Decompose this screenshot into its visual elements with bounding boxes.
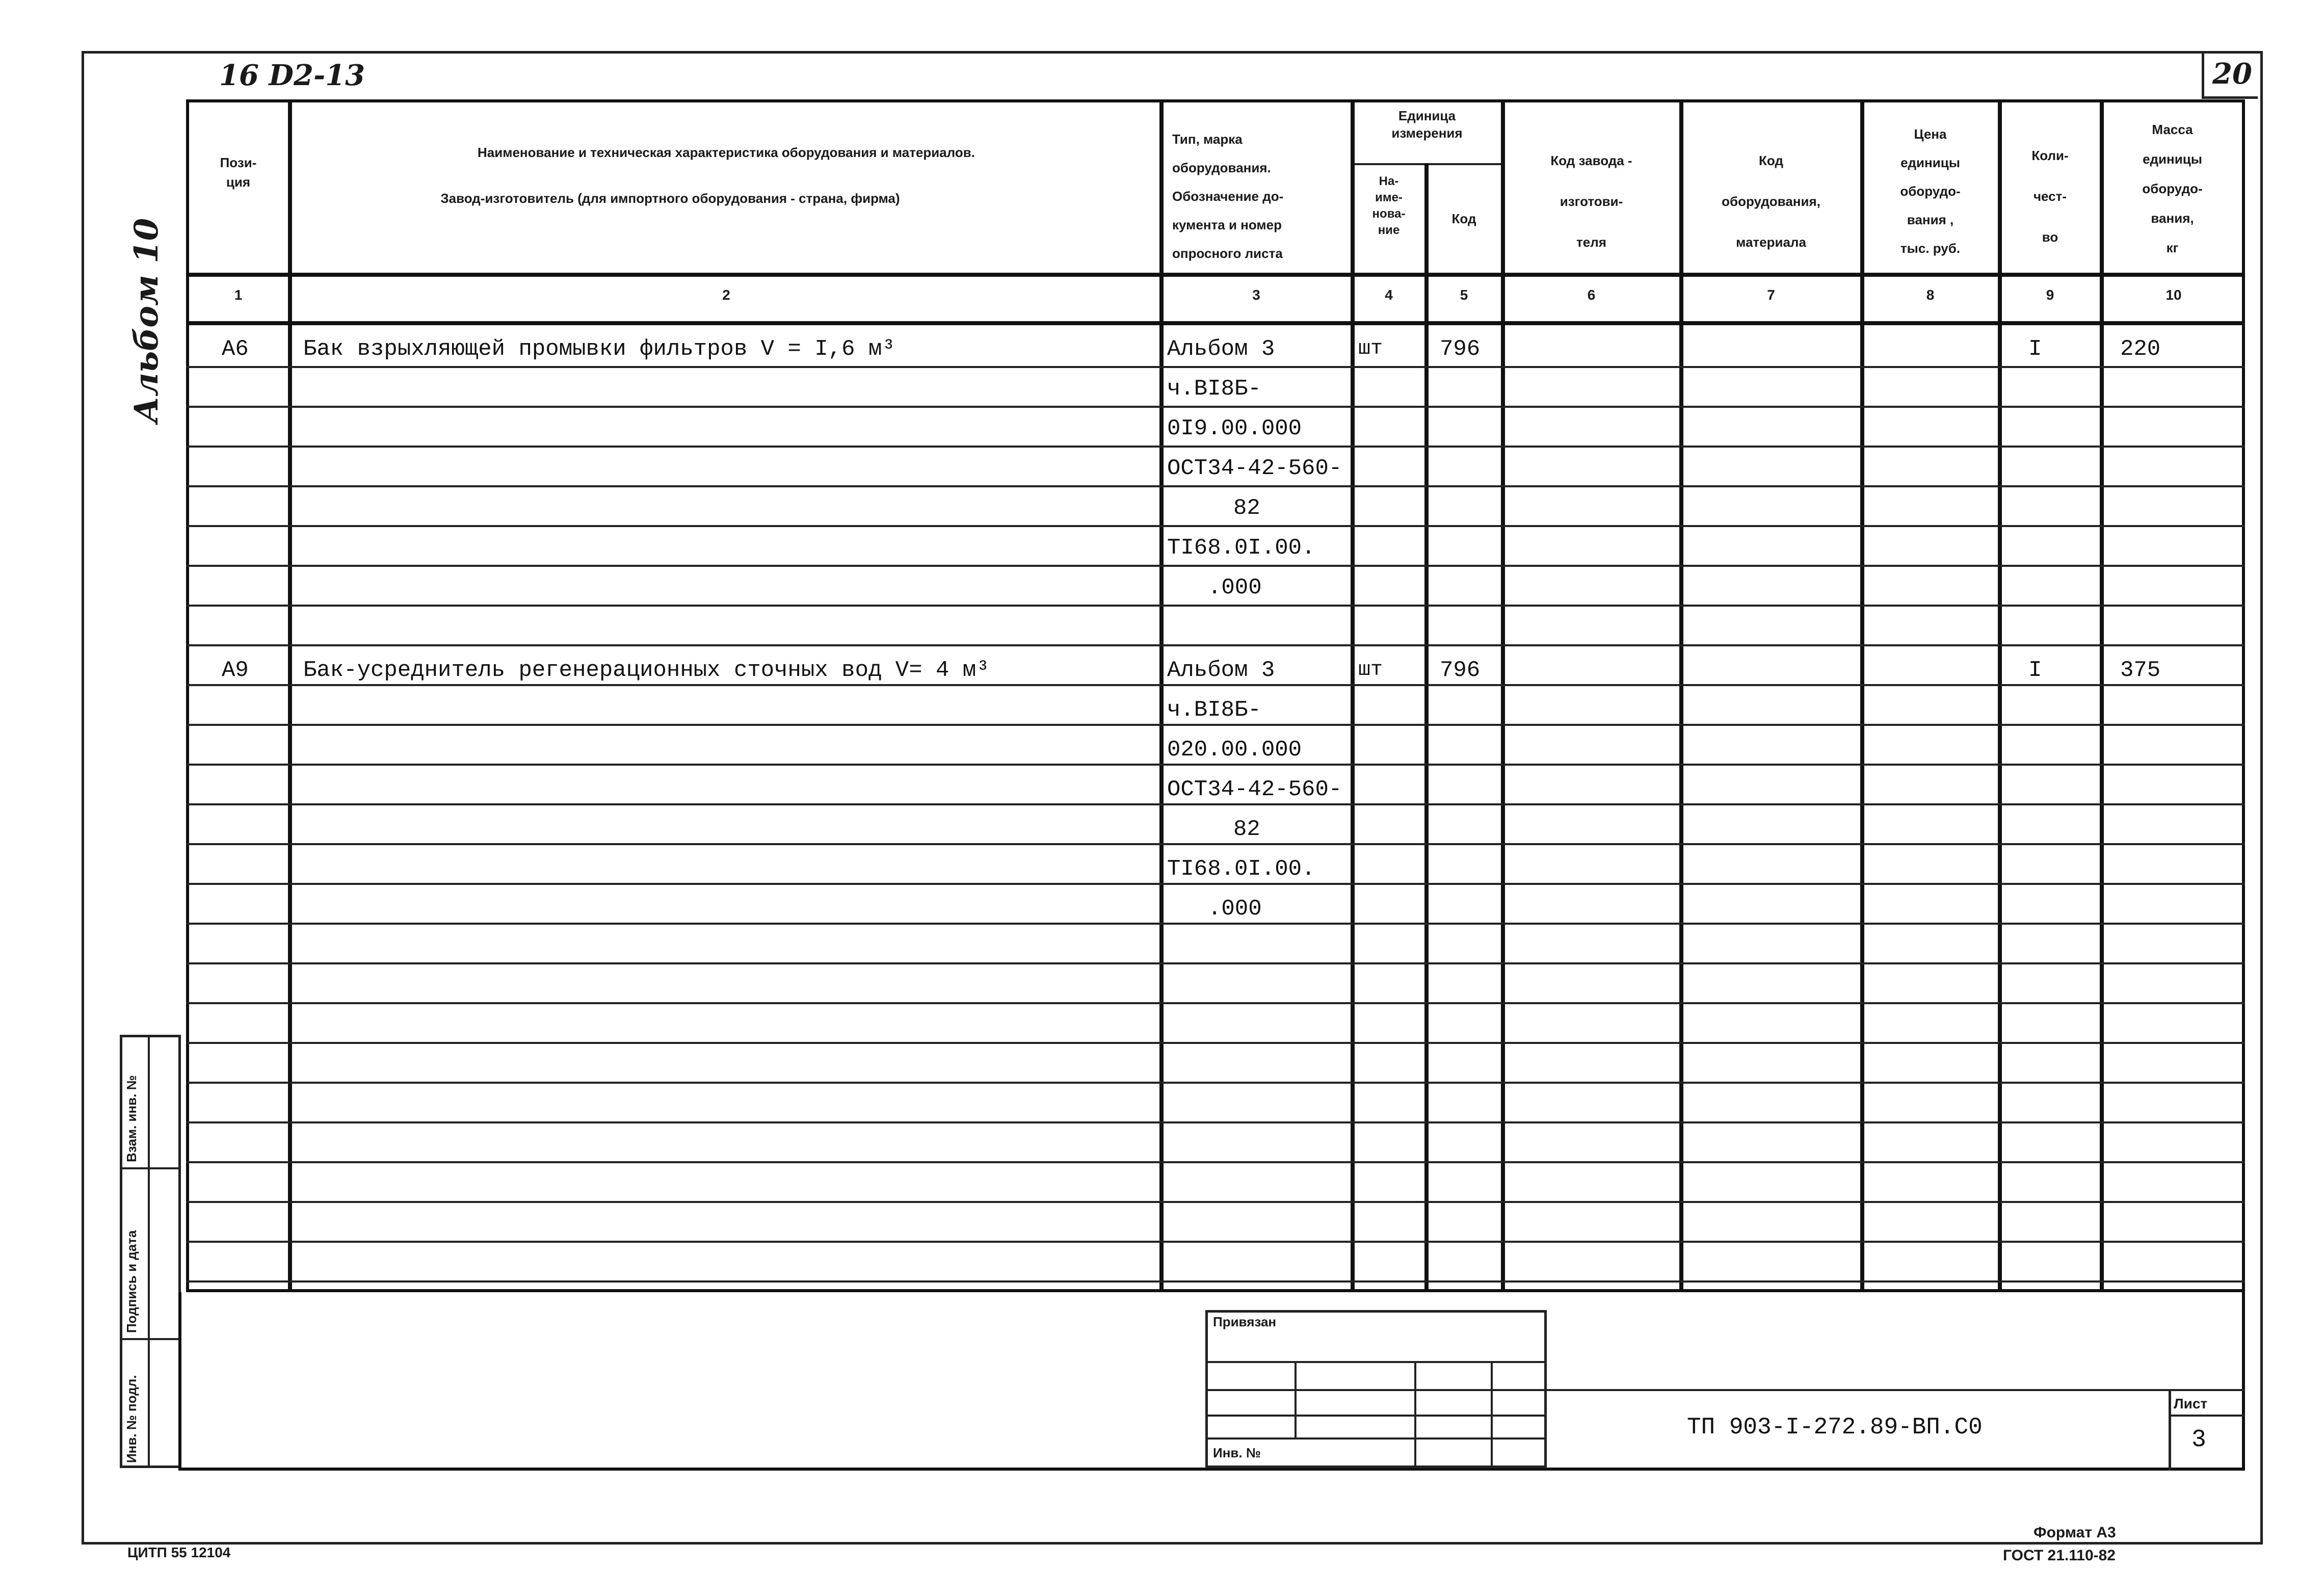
table-row-line bbox=[186, 724, 2245, 726]
column-number: 2 bbox=[722, 287, 730, 303]
item-type-line: ТI68.0I.00. bbox=[1167, 856, 1315, 882]
column-number: 8 bbox=[1926, 287, 1935, 303]
header-equipment-code: Код оборудования, материала bbox=[1722, 153, 1820, 250]
column-number: 7 bbox=[1767, 287, 1775, 303]
item-position: А9 bbox=[222, 658, 249, 683]
table-row-line bbox=[186, 446, 2245, 448]
header-type: Тип, марка оборудования. Обозначение до- кумента и номер опросного листа bbox=[1172, 132, 1284, 261]
item-unit-code: 796 bbox=[1440, 336, 1481, 362]
item-name: Бак взрыхляющей промывки фильтров V = I,6 м³ bbox=[303, 336, 895, 362]
item-type-line: 020.00.000 bbox=[1167, 737, 1302, 763]
column-number: 6 bbox=[1587, 287, 1596, 303]
item-type-line: ТI68.0I.00. bbox=[1167, 535, 1315, 561]
column-number: 9 bbox=[2046, 287, 2054, 303]
item-mass: 375 bbox=[2120, 658, 2161, 683]
privyazan-label: Привязан bbox=[1213, 1314, 1277, 1329]
table-row-line bbox=[186, 644, 2245, 646]
footer-format: Формат А3 bbox=[2034, 1524, 2116, 1541]
inv-no-label: Инв. № bbox=[1213, 1445, 1261, 1460]
side-podpis: Подпись и дата bbox=[124, 1230, 139, 1333]
table-row-line bbox=[186, 1161, 2245, 1163]
item-type-line: Альбом 3 bbox=[1167, 658, 1275, 683]
footer-gost: ГОСТ 21.110-82 bbox=[2003, 1547, 2116, 1564]
header-name-line2: Завод-изготовитель (для импортного оборудования - страна, фирма) bbox=[440, 191, 900, 206]
sheet-label: Лист bbox=[2174, 1396, 2208, 1411]
table-row-line bbox=[186, 923, 2245, 925]
header-price: Цена единицы оборудо- вания , тыс. руб. bbox=[1900, 126, 1961, 256]
table-row-line bbox=[186, 485, 2245, 487]
item-type-line: 0I9.00.000 bbox=[1167, 416, 1302, 441]
item-type-line: 82 bbox=[1233, 817, 1260, 842]
item-type-line: ОСТ34-42-560- bbox=[1167, 777, 1342, 802]
table-row-line bbox=[186, 1042, 2245, 1044]
item-quantity: I bbox=[2028, 658, 2042, 683]
column-number: 5 bbox=[1460, 287, 1468, 303]
header-position: Пози- ция bbox=[220, 155, 257, 190]
column-number: 4 bbox=[1385, 287, 1393, 303]
page-number-top: 20 bbox=[2212, 57, 2252, 91]
album-side-label: Альбом 10 bbox=[127, 218, 166, 423]
specification-table bbox=[186, 99, 2245, 1292]
table-row-line bbox=[186, 843, 2245, 845]
table-row-line bbox=[186, 764, 2245, 766]
side-inv-podl: Инв. № подл. bbox=[124, 1375, 139, 1463]
column-number: 3 bbox=[1252, 287, 1260, 303]
item-unit-name: шт bbox=[1358, 337, 1383, 360]
item-unit-code: 796 bbox=[1440, 658, 1481, 683]
footer-left: ЦИТП 55 12104 bbox=[127, 1545, 231, 1560]
table-row-line bbox=[186, 684, 2245, 686]
header-quantity: Коли- чест- во bbox=[2031, 148, 2069, 245]
doc-code-handwritten: 16 D2-13 bbox=[219, 59, 365, 92]
header-mass: Масса единицы оборудо- вания, кг bbox=[2142, 122, 2203, 255]
table-row-line bbox=[186, 525, 2245, 527]
item-type-line: .000 bbox=[1208, 575, 1262, 600]
table-row-line bbox=[186, 962, 2245, 964]
item-position: А6 bbox=[222, 336, 249, 362]
item-type-line: 82 bbox=[1233, 495, 1260, 521]
sheet-number: 3 bbox=[2191, 1426, 2206, 1454]
column-number: 10 bbox=[2165, 287, 2182, 303]
header-factory-code: Код завода - изготови- теля bbox=[1550, 153, 1632, 250]
header-unit-code: Код bbox=[1451, 211, 1476, 226]
table-row-line bbox=[186, 406, 2245, 408]
item-type-line: ОСТ34-42-560- bbox=[1167, 456, 1342, 481]
header-unit-name: На- име- нова- ние bbox=[1372, 174, 1406, 237]
item-mass: 220 bbox=[2120, 336, 2161, 362]
table-row-line bbox=[186, 1241, 2245, 1243]
table-row-line bbox=[186, 883, 2245, 885]
doc-code: ТП 903-I-272.89-ВП.С0 bbox=[1687, 1414, 1983, 1441]
item-quantity: I bbox=[2028, 336, 2042, 362]
table-row-line bbox=[186, 366, 2245, 368]
item-type-line: ч.ВI8Б- bbox=[1167, 697, 1261, 723]
table-row-line bbox=[186, 605, 2245, 607]
side-vzam: Взам. инв. № bbox=[124, 1075, 139, 1162]
header-name-line1: Наименование и техническая характеристика оборудования и материалов. bbox=[477, 145, 975, 160]
table-row-line bbox=[186, 1280, 2245, 1283]
table-row-line bbox=[186, 803, 2245, 805]
item-unit-name: шт bbox=[1358, 659, 1383, 682]
header-unit-group: Единица измерения bbox=[1391, 108, 1463, 141]
item-name: Бак-усреднитель регенерационных сточных вод V= 4 м³ bbox=[303, 658, 990, 683]
column-number: 1 bbox=[234, 287, 243, 303]
table-row-line bbox=[186, 565, 2245, 567]
item-type-line: .000 bbox=[1208, 896, 1262, 922]
item-type-line: ч.ВI8Б- bbox=[1167, 376, 1261, 402]
table-row-line bbox=[186, 1082, 2245, 1084]
table-row-line bbox=[186, 1121, 2245, 1123]
table-row-line bbox=[186, 1002, 2245, 1004]
table-row-line bbox=[186, 1201, 2245, 1203]
item-type-line: Альбом 3 bbox=[1167, 336, 1275, 362]
